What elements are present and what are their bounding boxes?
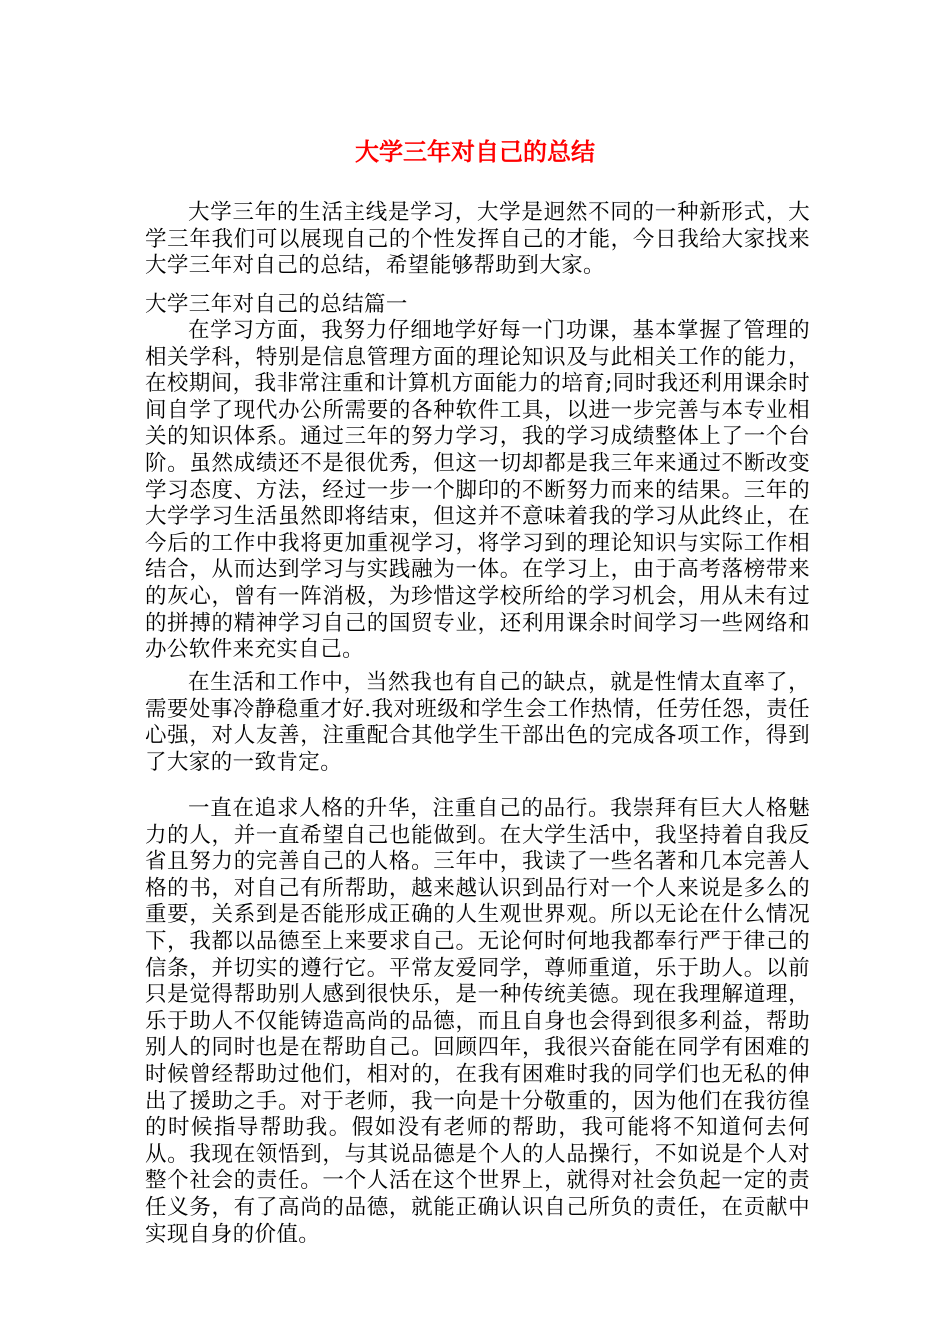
intro-paragraph: 大学三年的生活主线是学习，大学是迥然不同的一种新形式，大学三年我们可以展现自己的个性发挥自己的才能，今日我给大家找来大学三年对自己的总结，希望能够帮助到大家。 [145, 200, 810, 279]
body-paragraph-1: 在学习方面，我努力仔细地学好每一门功课，基本掌握了管理的相关学科，特别是信息管理方面的理论知识及与此相关工作的能力，在校期间，我非常注重和计算机方面能力的培育;同时我还利用课余时间自学了现代办公所需要的各种软件工具，以进一步完善与本专业相关的知识体系。通过三年的努力学习，我的学习成绩整体上了一个台阶。虽然成绩还不是很优秀，但这一切却都是我三年来通过不断改变学习态度、方法，经过一步一个脚印的不断努力而来的结果。三年的大学学习生活虽然即将结束，但这并不意味着我的学习从此终止，在今后的工作中我将更加重视学习，将学习到的理论知识与实际工作相结合，从而达到学习与实践融为一体。在学习上，由于高考落榜带来的灰心，曾有一阵消极，为珍惜这学校所给的学习机会，用从未有过的拼搏的精神学习自己的国贸专业，还利用课余时间学习一些网络和办公软件来充实自己。 [145, 318, 810, 663]
body-paragraph-3: 一直在追求人格的升华，注重自己的品行。我崇拜有巨大人格魅力的人，并一直希望自己也能做到。在大学生活中，我坚持着自我反省且努力的完善自己的人格。三年中，我读了一些名著和几本完善人格的书，对自己有所帮助，越来越认识到品行对一个人来说是多么的重要，关系到是否能形成正确的人生观世界观。所以无论在什么情况下，我都以品德至上来要求自己。无论何时何地我都奉行严于律己的信条，并切实的遵行它。平常友爱同学，尊师重道，乐于助人。以前只是觉得帮助别人感到很快乐，是一种传统美德。现在我理解道理，乐于助人不仅能铸造高尚的品德，而且自身也会得到很多利益，帮助别人的同时也是在帮助自己。回顾四年，我很兴奋能在同学有困难的时候曾经帮助过他们，相对的，在我有困难时我的同学们也无私的伸出了援助之手。对于老师，我一向是十分敬重的，因为他们在我彷徨的时候指导帮助我。假如没有老师的帮助，我可能将不知道何去何从。我现在领悟到，与其说品德是个人的人品操行，不如说是个人对整个社会的责任。一个人活在这个世界上，就得对社会负起一定的责任义务，有了高尚的品德，就能正确认识自己所负的责任，在贡献中实现自身的价值。 [145, 796, 810, 1247]
body-paragraph-2: 在生活和工作中，当然我也有自己的缺点，就是性情太直率了，需要处事冷静稳重才好.我对班级和学生会工作热情，任劳任怨，责任心强，对人友善，注重配合其他学生干部出色的完成各项工作，得到了大家的一致肯定。 [145, 670, 810, 775]
section-heading: 大学三年对自己的总结篇一 [145, 292, 408, 317]
document-title: 大学三年对自己的总结 [355, 138, 595, 166]
